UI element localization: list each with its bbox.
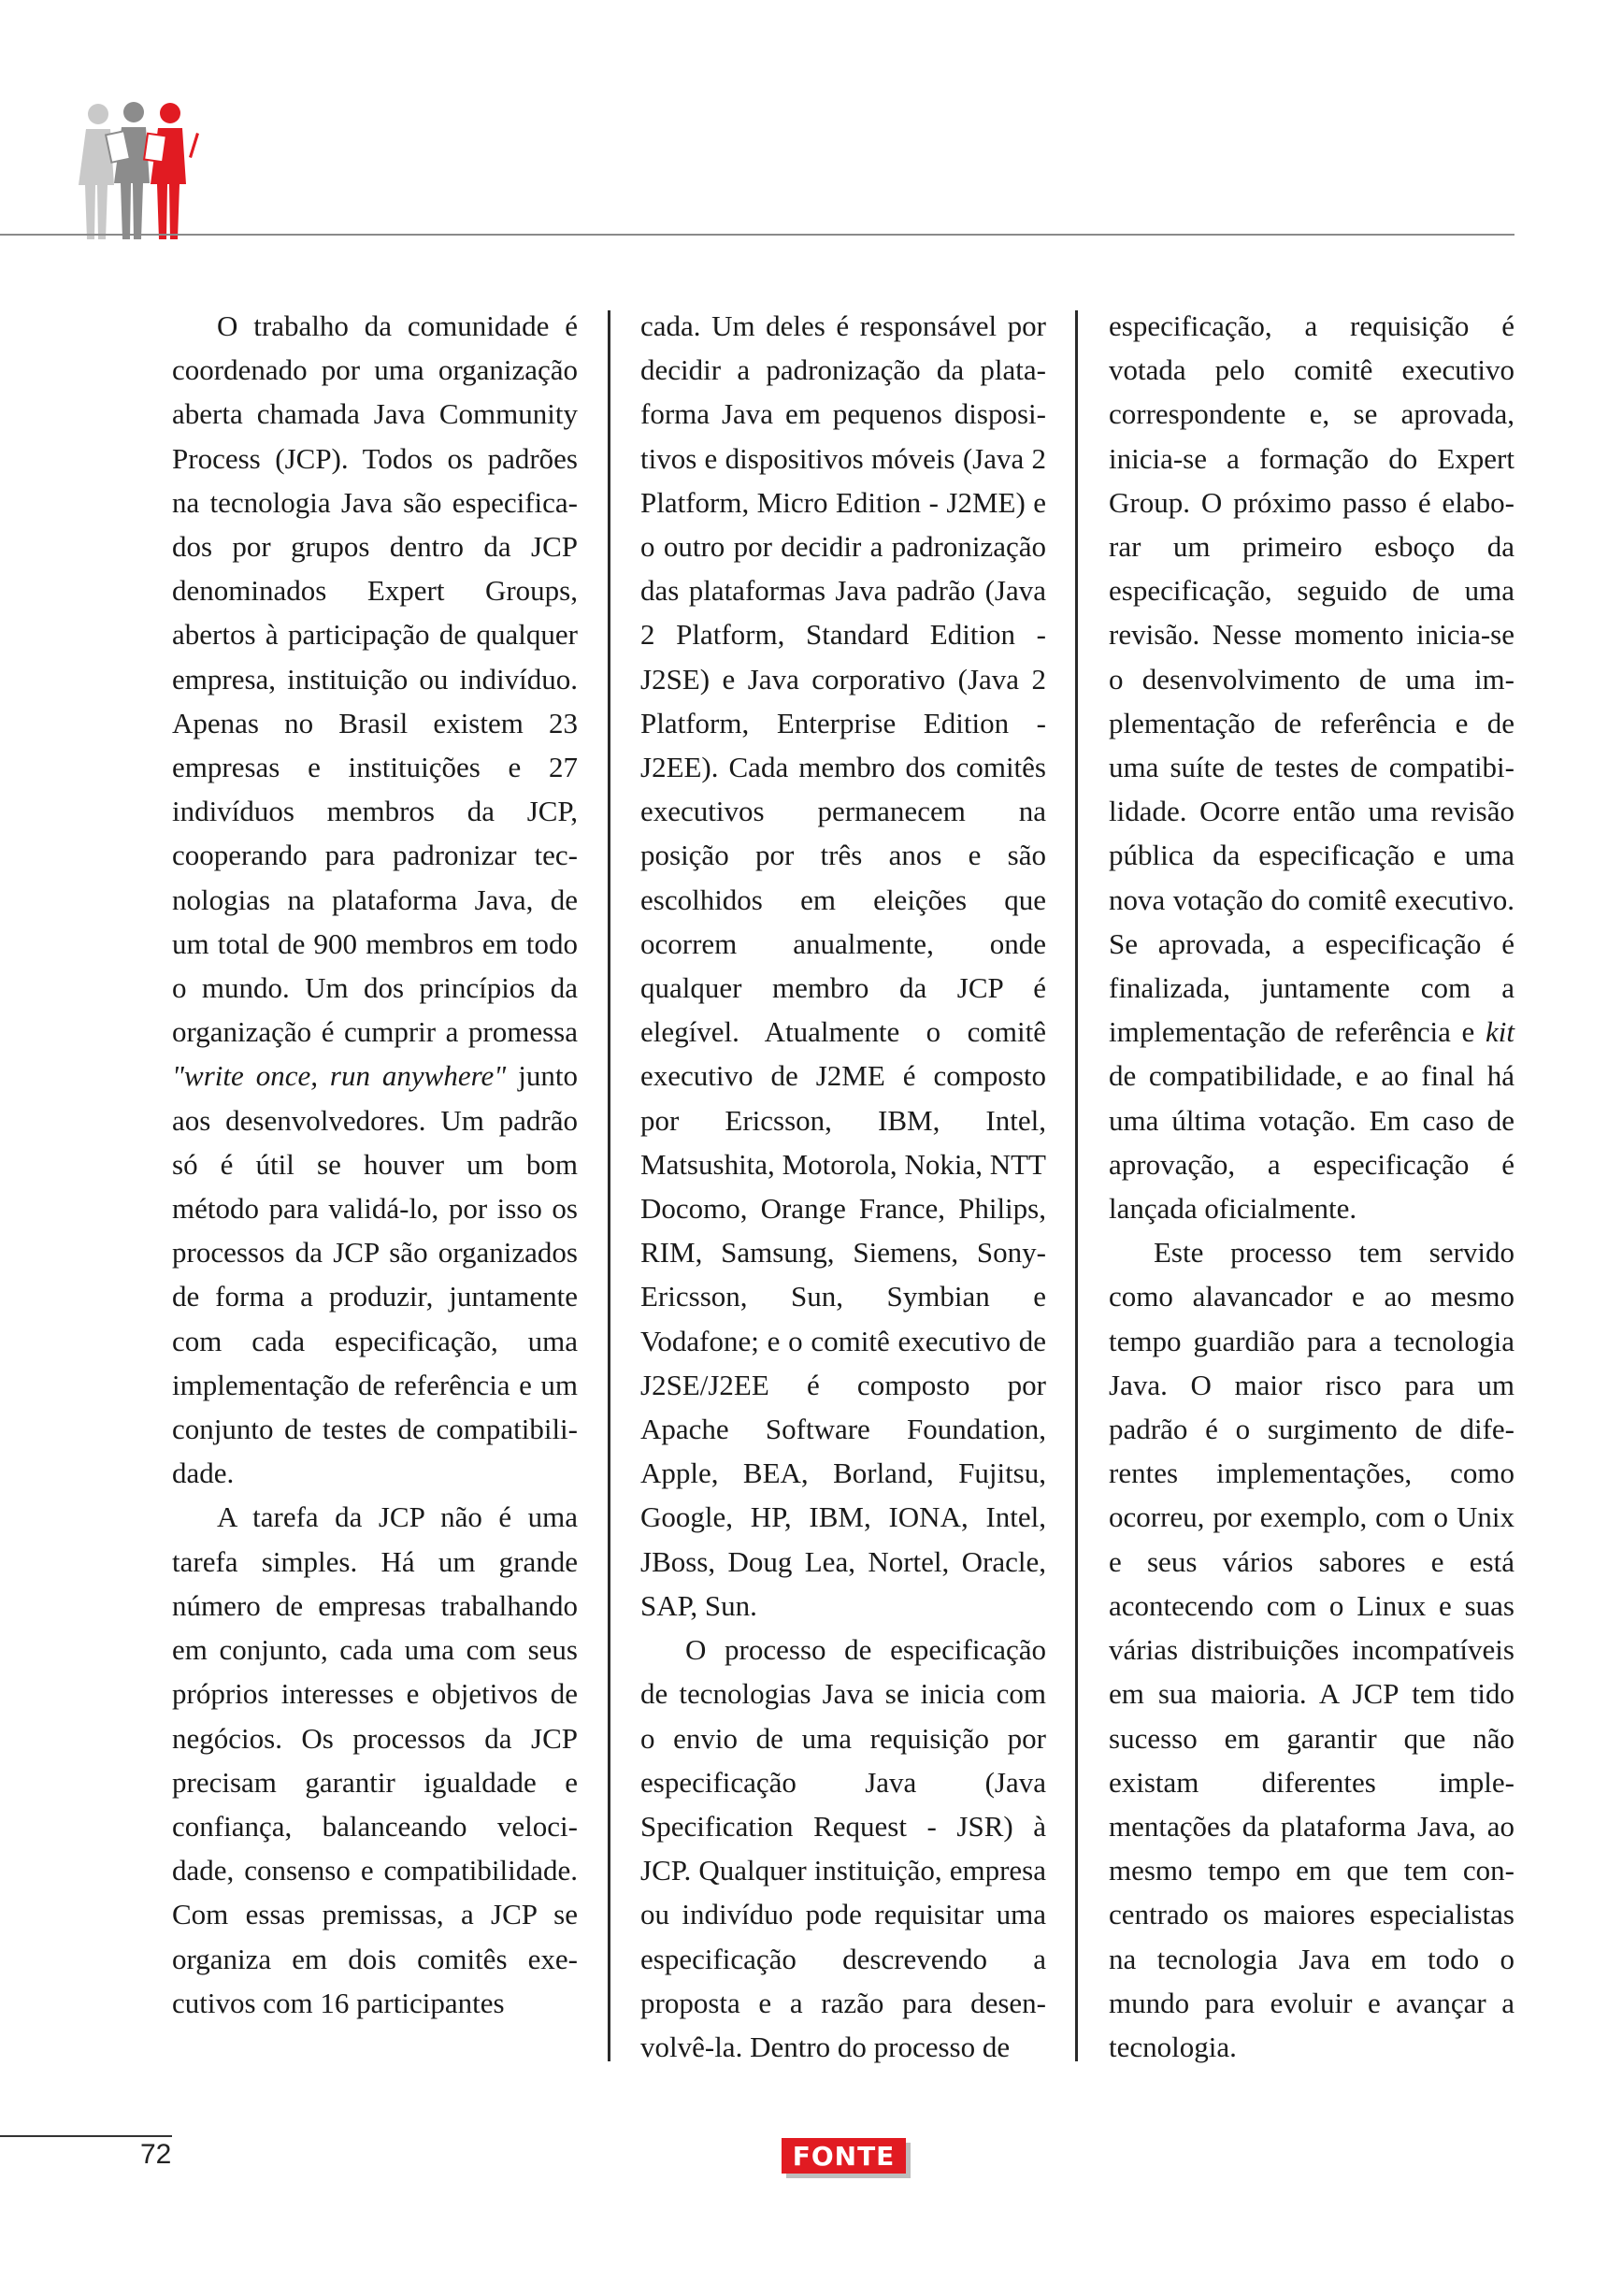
footer-rule (0, 2135, 172, 2137)
brand-logo: FONTE (782, 2138, 906, 2174)
column-divider (608, 310, 610, 2061)
header-rule (0, 234, 1514, 236)
paragraph: O processo de especificação de tecnologias Java se inicia com o envio de uma requisição por especificação Java (Java Specification Request - JSR) à JCP. Qualquer instituição, empresa ou indivíduo pode requisitar uma especificação descrevendo a proposta e a razão para desenvolvê-la. Dentro do processo de (640, 1633, 1046, 2063)
paragraph: O trabalho da comunidade é coordenado por uma organização aberta chamada Java Community Process (JCP). Todos os padrões na tecnologia Java são especificados por grupos dentro da JCP denominados Expert Groups, abertos à participação de qualquer empresa, instituição ou indivíduo. Apenas no Brasil existem 23 empresas e instituições e 27 indivíduos membros da JCP, cooperando para padronizar tecnologias na plataforma Java, de um total de 900 membros em todo o mundo. Um dos princípios da organização é cumprir a promessa "write once, run anywhere" junto aos desenvolvedores. Um padrão só é útil se houver um bom método para validá-lo, por isso os processos da JCP são organizados de forma a produzir, juntamente com cada especificação, uma implementação de referência e um conjunto de testes de compatibilidade. (172, 309, 578, 1490)
paragraph: cada. Um deles é responsável por decidir a padronização da plataforma Java em pequenos dispositivos e dispositivos móveis (Java 2 Platform, Micro Edition - J2ME) e o outro por decidir a padronização das plataformas Java padrão (Java 2 Platform, Standard Edition - J2SE) e Java corporativo (Java 2 Platform, Enterprise Edition - J2EE). Cada membro dos comitês executivos permanecem na posição por três anos e são escolhidos em eleições que ocorrem anualmente, onde qualquer membro da JCP é elegível. Atualmente o comitê executivo de J2ME é composto por Ericsson, IBM, Intel, Matsushita, Motorola, Nokia, NTT Docomo, Orange France, Philips, RIM, Samsung, Siemens, Sony-Ericsson, Sun, Symbian e Vodafone; e o comitê executivo de J2SE/J2EE é composto por Apache Software Foundation, Apple, BEA, Borland, Fujitsu, Google, HP, IBM, IONA, Intel, JBoss, Doug Lea, Nortel, Oracle, SAP, Sun. (640, 309, 1046, 1622)
page-number: 72 (140, 2139, 172, 2170)
people-silhouettes-icon (75, 101, 215, 239)
article-column-2 (640, 304, 1046, 2061)
paragraph: A tarefa da JCP não é uma tarefa simples. Há um grande número de empresas trabalhando em conjunto, cada uma com seus próprios interesses e objetivos de negócios. Os processos da JCP precisam garantir igualdade e confiança, balanceando velocidade, consenso e compatibilidade. Com essas premissas, a JCP se organiza em dois comitês executivos com 16 participantes (172, 1500, 578, 2019)
paragraph: especificação, a requisição é votada pelo comitê executivo correspondente e, se aprovada, inicia-se a formação do Expert Group. O próximo passo é elaborar um primeiro esboço da especificação, seguido de uma revisão. Nesse momento inicia-se o desenvolvimento de uma implementação de referência e de uma suíte de testes de compatibilidade. Ocorre então uma revisão pública da especificação e uma nova votação do comitê executivo. Se aprovada, a especificação é finalizada, juntamente com a implementação de referência e kit de compatibilidade, e ao final há uma última votação. Em caso de aprovação, a especificação é lançada oficialmente. (1109, 309, 1514, 1226)
article-column-3 (1109, 304, 1514, 2061)
paragraph: Este processo tem servido como alavancador e ao mesmo tempo guardião para a tecnologia Java. O maior risco para um padrão é o surgimento de diferentes implementações, como ocorreu, por exemplo, com o Unix e seus vários sabores e está acontecendo com o Linux e suas várias distribuições incompatíveis em sua maioria. A JCP tem tido sucesso em garantir que não existam diferentes implementações da plataforma Java, ao mesmo tempo em que tem concentrado os maiores especialistas na tecnologia Java em todo o mundo para evoluir e avançar a tecnologia. (1109, 1236, 1514, 2063)
column-divider (1075, 310, 1078, 2061)
article-column-1 (172, 304, 578, 2061)
